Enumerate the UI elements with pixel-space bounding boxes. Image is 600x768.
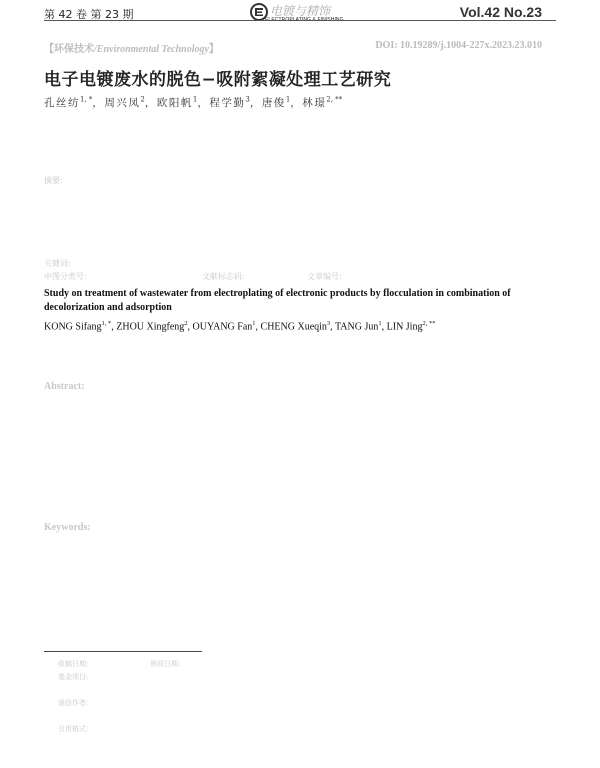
author-name: 林璟 [302,97,327,109]
author-affiliation-mark: 2, ** [422,320,436,327]
author-affiliation-mark: 1, * [101,320,112,327]
author-affiliation-mark: 1, * [80,95,93,104]
journal-volume-issue-en: Vol.42 No.23 [459,4,542,20]
article-title-cn: 电子电镀废水的脱色−吸附絮凝处理工艺研究 [44,70,392,90]
corresponding-author-label: 通信作者: [58,699,89,707]
clc-label: 中图分类号: [44,272,87,281]
author-affiliation-mark: 2 [184,320,188,327]
article-number-label: 文章编号: [307,272,342,281]
author-affiliation-mark: 1 [192,95,198,104]
author-name: KONG Sifang [44,321,102,333]
author-name: 程学勤 [209,97,246,109]
footnote-rule [44,651,202,652]
journal-logo-text-en: ELECTROPLATING & FINISHING [265,17,344,23]
journal-volume-issue-cn: 第 42 卷 第 23 期 [44,8,134,21]
journal-logo-text-cn: 电镀与精饰 [270,4,331,18]
author-affiliation-mark: 3 [245,95,250,104]
author-affiliation-mark: 3 [326,320,331,327]
column-row [44,40,556,54]
citation-label: 引用格式: [58,725,89,733]
author-name: TANG Jun [335,321,379,333]
revised-date-label: 修回日期: [150,660,181,668]
author-affiliation-mark: 1 [285,95,291,104]
authors-en: KONG Sifang$^{1, *}$, ZHOU Xingfeng$^2$, OUYANG Fan$^1$, CHENG Xueqin$^3$, TANG Jun$^1$, LIN Jing$^{2, **}$ [44,320,436,333]
classification-row [44,271,556,283]
author-name: LIN Jing [386,321,423,333]
doc-code-label: 文献标志码: [202,272,245,281]
author-name: 唐俊 [261,97,286,109]
author-name: 孔丝纺 [44,97,80,109]
author-name: CHENG Xueqin [260,321,327,333]
received-date-label: 收稿日期: [58,660,89,668]
column-label: 【环保技术/Environmental Technology】 [44,44,219,55]
article-title-en: Study on treatment of wastewater from electroplating of electronic products by flocculation in combination of decolorization and adsorption [44,288,511,313]
author-affiliation-mark: 1 [378,320,382,327]
author-affiliation-mark: 2, ** [326,95,343,104]
keywords-label-en: Keywords: [44,522,91,533]
abstract-label-en: Abstract: [44,381,85,392]
author-name: ZHOU Xingfeng [116,321,185,333]
authors-cn: 孔丝纺$^{1, *}$，周兴凤$^2$，欧阳帆$^1$，程学勤$^3$，唐俊$^1$，林璟$^{2, **}$ [44,95,343,109]
author-name: OUYANG Fan [192,321,253,333]
abstract-label-cn: 摘要: [44,176,63,185]
header-rule [44,20,556,21]
fund-label: 基金项目: [58,673,89,681]
author-affiliation-mark: 1 [252,320,256,327]
keywords-label-cn: 关键词: [44,259,71,268]
author-name: 欧阳帆 [156,97,193,109]
author-affiliation-mark: 2 [140,95,145,104]
doi: DOI: 10.19289/j.1004-227x.2023.23.010 [375,40,542,51]
author-name: 周兴凤 [104,97,141,109]
